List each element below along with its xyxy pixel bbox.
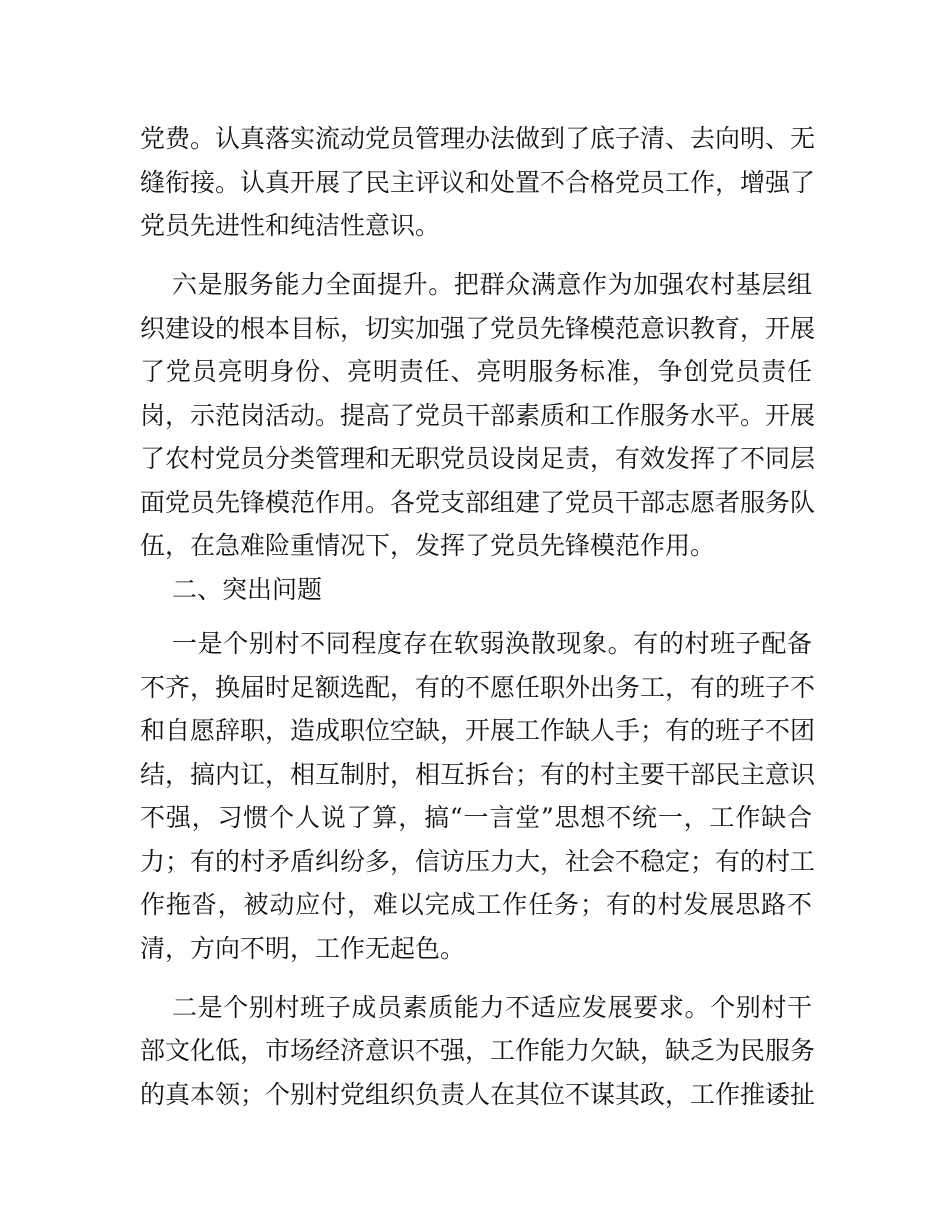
section-heading: 二、突出问题 <box>172 575 323 604</box>
body-text-line: 的真本领；个别村党组织负责人在其位不谋其政，工作推诿扯 <box>140 1080 816 1109</box>
body-text-line: 结，搞内讧，相互制肘，相互拆台；有的村主要干部民主意识 <box>140 760 816 789</box>
body-text-line: 不强，习惯个人说了算，搞“一言堂”思想不统一，工作缺合 <box>140 803 812 832</box>
body-text-line: 伍，在急难险重情况下，发挥了党员先锋模范作用。 <box>140 531 716 560</box>
body-text-line: 部文化低，市场经济意识不强，工作能力欠缺，缺乏为民服务 <box>140 1036 816 1065</box>
body-text-line: 清，方向不明，工作无起色。 <box>140 934 466 963</box>
body-text-line: 缝衔接。认真开展了民主评议和处置不合格党员工作，增强了 <box>140 168 816 197</box>
body-text-line: 了党员亮明身份、亮明责任、亮明服务标准，争创党员责任 <box>140 357 812 386</box>
body-text-line: 力；有的村矛盾纠纷多，信访压力大，社会不稳定；有的村工 <box>140 847 816 876</box>
body-text-line: 了农村党员分类管理和无职党员设岗足责，有效发挥了不同层 <box>140 444 816 473</box>
body-text-line: 面党员先锋模范作用。各党支部组建了党员干部志愿者服务队 <box>140 488 816 517</box>
body-text-line: 织建设的根本目标，切实加强了党员先锋模范意识教育，开展 <box>140 314 816 343</box>
body-text-line: 党员先进性和纯洁性意识。 <box>140 211 441 240</box>
body-text-line: 不齐，换届时足额选配，有的不愿任职外出务工，有的班子不 <box>140 673 816 702</box>
body-text-line: 一是个别村不同程度存在软弱涣散现象。有的村班子配备 <box>172 629 812 658</box>
body-text-line: 党费。认真落实流动党员管理办法做到了底子清、去向明、无 <box>140 124 816 153</box>
body-text-line: 和自愿辞职，造成职位空缺，开展工作缺人手；有的班子不团 <box>140 716 816 745</box>
body-text-line: 作拖沓，被动应付，难以完成工作任务；有的村发展思路不 <box>140 890 812 919</box>
body-text-line: 六是服务能力全面提升。把群众满意作为加强农村基层组 <box>172 270 812 299</box>
body-text-line: 岗，示范岗活动。提高了党员干部素质和工作服务水平。开展 <box>140 401 816 430</box>
body-text-line: 二是个别村班子成员素质能力不适应发展要求。个别村干 <box>172 993 812 1022</box>
